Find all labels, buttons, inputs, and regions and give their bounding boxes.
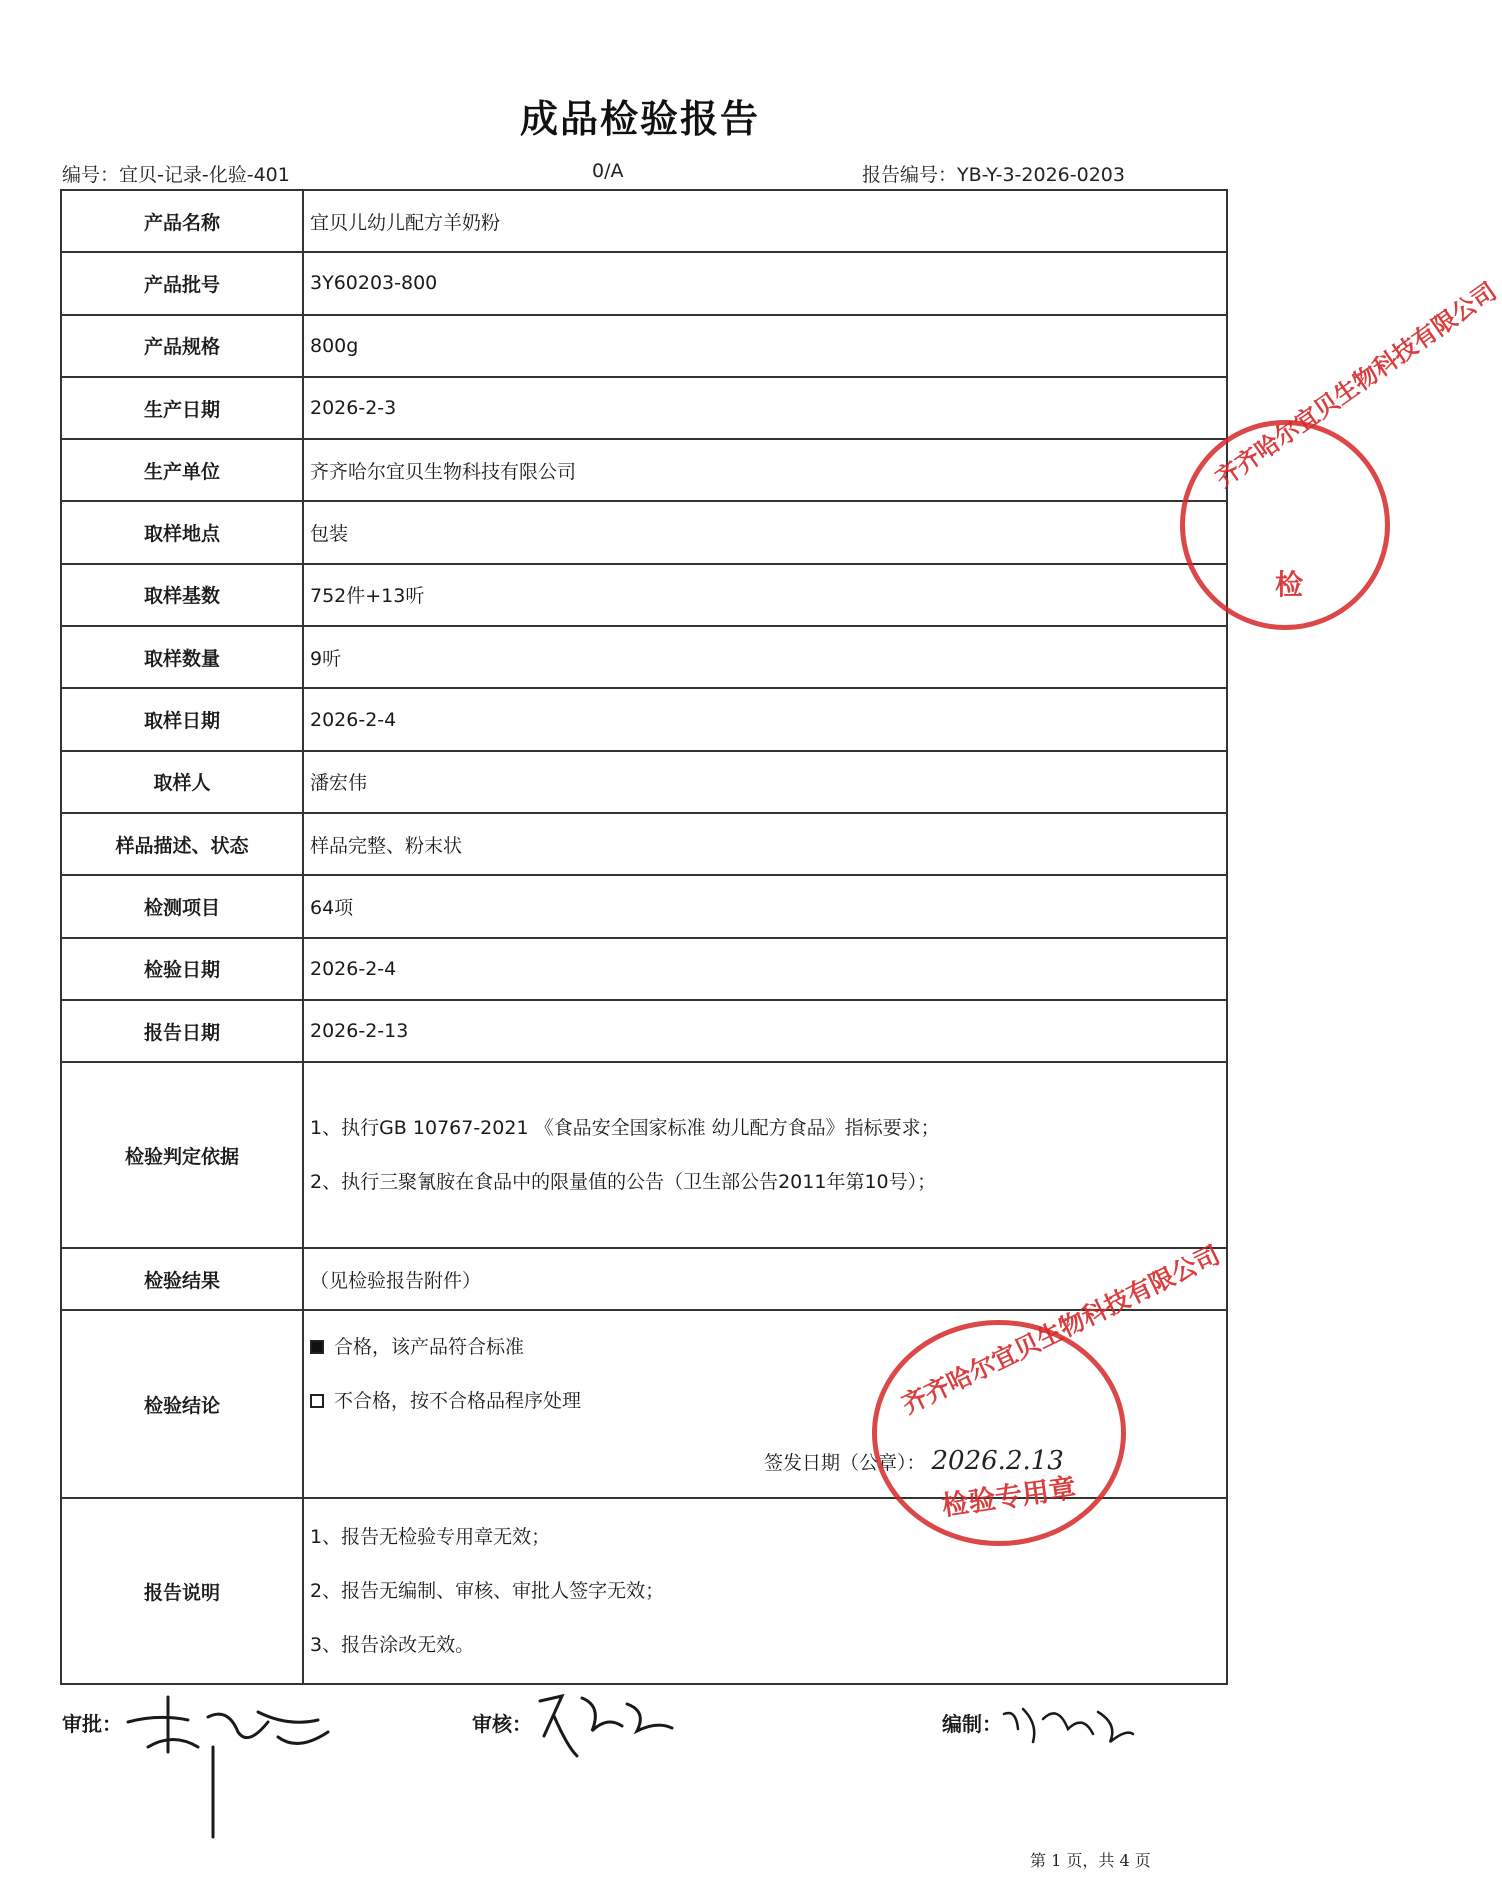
row-value: 3Y60203-800 xyxy=(303,252,1227,314)
row-value: 宜贝儿幼儿配方羊奶粉 xyxy=(303,190,1227,252)
row-value: 潘宏伟 xyxy=(303,751,1227,813)
basis-line-1: 1、执行GB 10767-2021 《食品安全国家标准 幼儿配方食品》指标要求； xyxy=(310,1117,940,1140)
pass-option xyxy=(310,1333,524,1361)
seal-ring-text: 齐齐哈尔宜贝生物科技有限公司 xyxy=(897,1240,1225,1420)
note-line-3: 3、报告涂改无效。 xyxy=(310,1634,475,1657)
table-row xyxy=(61,751,1227,813)
row-label: 样品描述、状态 xyxy=(61,813,303,875)
pass-checkbox xyxy=(310,1340,324,1354)
basis-value xyxy=(303,1062,1227,1248)
company-seal-top xyxy=(1180,277,1502,630)
table-row xyxy=(61,564,1227,626)
note-line-1: 1、报告无检验专用章无效； xyxy=(310,1526,551,1549)
version-code: 0/A xyxy=(592,160,624,182)
row-value: 样品完整、粉末状 xyxy=(303,813,1227,875)
row-value: 2026-2-4 xyxy=(303,688,1227,750)
table-row xyxy=(61,688,1227,750)
table-row xyxy=(61,252,1227,314)
table-row xyxy=(61,938,1227,1000)
row-label: 取样地点 xyxy=(61,501,303,563)
signature-row xyxy=(62,1708,1162,1788)
table-row xyxy=(61,190,1227,252)
report-header xyxy=(62,160,1130,190)
row-value: 2026-2-3 xyxy=(303,377,1227,439)
row-label: 取样人 xyxy=(61,751,303,813)
approve-label: 审批： xyxy=(62,1712,122,1736)
row-value: 800g xyxy=(303,315,1227,377)
seal-center-text: 检 xyxy=(1275,568,1304,601)
record-code: 编号：宜贝-记录-化验-401 xyxy=(62,164,290,186)
row-value: 包装 xyxy=(303,501,1227,563)
row-label: 生产单位 xyxy=(61,439,303,501)
inspection-seal xyxy=(872,1240,1225,1546)
table-row xyxy=(61,377,1227,439)
table-row xyxy=(61,315,1227,377)
row-label: 报告日期 xyxy=(61,1000,303,1062)
row-label: 产品名称 xyxy=(61,190,303,252)
basis-label: 检验判定依据 xyxy=(61,1062,303,1248)
result-row xyxy=(61,1248,1227,1310)
fail-option xyxy=(310,1387,581,1415)
review-label: 审核： xyxy=(472,1712,532,1736)
page-number: 第 1 页，共 4 页 xyxy=(1030,1851,1151,1870)
basis-line-2: 2、执行三聚氰胺在食品中的限量值的公告（卫生部公告2011年第10号）； xyxy=(310,1171,937,1194)
report-title: 成品检验报告 xyxy=(519,97,760,141)
row-value: 64项 xyxy=(303,875,1227,937)
row-value: 2026-2-4 xyxy=(303,938,1227,1000)
note-line-2: 2、报告无编制、审核、审批人签字无效； xyxy=(310,1580,665,1603)
notes-label: 报告说明 xyxy=(61,1498,303,1684)
seal-ring-text: 齐齐哈尔宜贝生物科技有限公司 xyxy=(1210,277,1502,493)
row-label: 产品规格 xyxy=(61,315,303,377)
row-value: 9听 xyxy=(303,626,1227,688)
basis-row xyxy=(61,1062,1227,1248)
row-value: 2026-2-13 xyxy=(303,1000,1227,1062)
sign-date-label: 签发日期（公章）： xyxy=(764,1452,926,1475)
result-value: （见检验报告附件） xyxy=(303,1248,1227,1310)
row-value: 齐齐哈尔宜贝生物科技有限公司 xyxy=(303,439,1227,501)
notes-value xyxy=(303,1498,1227,1684)
conclusion-label: 检验结论 xyxy=(61,1310,303,1498)
row-label: 生产日期 xyxy=(61,377,303,439)
result-label: 检验结果 xyxy=(61,1248,303,1310)
table-row xyxy=(61,1000,1227,1062)
preparer-signature xyxy=(998,1694,1138,1754)
table-row xyxy=(61,875,1227,937)
table-row xyxy=(61,813,1227,875)
row-label: 产品批号 xyxy=(61,252,303,314)
row-label: 检测项目 xyxy=(61,875,303,937)
row-label: 取样基数 xyxy=(61,564,303,626)
row-label: 检验日期 xyxy=(61,938,303,1000)
report-number: 报告编号：YB-Y-3-2026-0203 xyxy=(862,164,1125,186)
row-label: 取样数量 xyxy=(61,626,303,688)
sign-date-value: 2026.2.13 xyxy=(931,1446,1064,1477)
table-row xyxy=(61,439,1227,501)
row-label: 取样日期 xyxy=(61,688,303,750)
fail-text: 不合格，按不合格品程序处理 xyxy=(334,1390,582,1413)
approver-signature xyxy=(118,1692,348,1842)
pass-text: 合格，该产品符合标准 xyxy=(334,1336,525,1359)
table-row xyxy=(61,501,1227,563)
fail-checkbox xyxy=(310,1394,324,1408)
table-row xyxy=(61,626,1227,688)
seal-center-text: 检验专用章 xyxy=(939,1472,1078,1523)
prepare-label: 编制： xyxy=(942,1712,1002,1736)
row-value: 752件+13听 xyxy=(303,564,1227,626)
reviewer-signature xyxy=(532,1686,682,1766)
